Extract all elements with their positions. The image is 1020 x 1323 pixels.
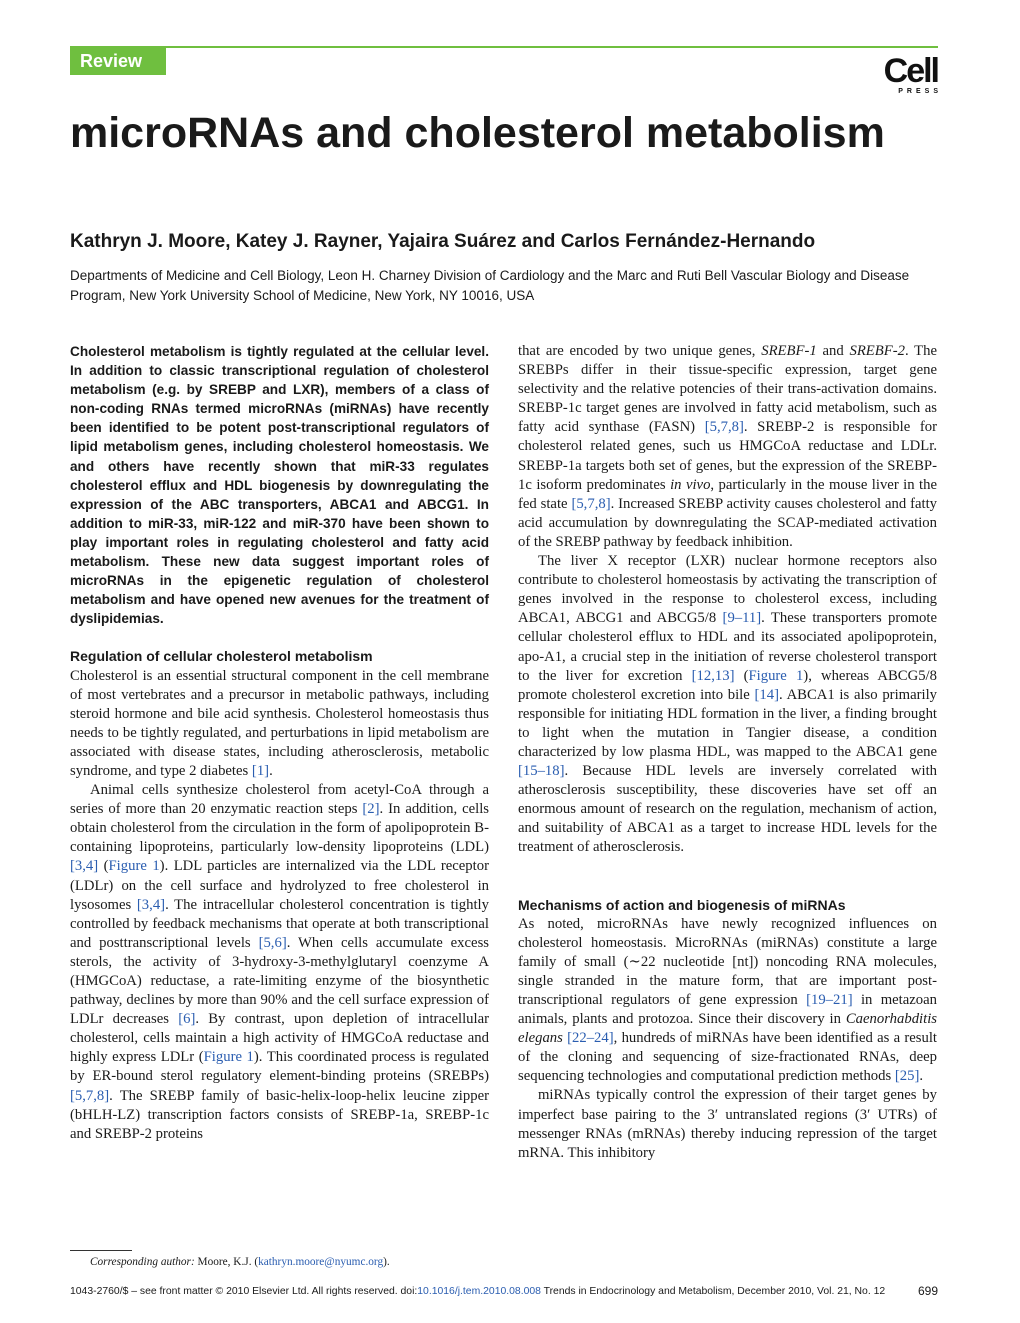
citation-link[interactable]: [2] [362, 801, 380, 818]
article-title: microRNAs and cholesterol metabolism [70, 109, 885, 157]
figure-link[interactable]: Figure 1 [748, 667, 804, 684]
citation-link[interactable]: [3,4] [70, 858, 99, 875]
figure-link[interactable]: Figure 1 [108, 858, 160, 875]
email-link[interactable]: kathryn.moore@nyumc.org [258, 1256, 384, 1268]
abstract: Cholesterol metabolism is tightly regulated at the cellular level. In addition to classic transcriptional regulation of cholesterol metabolism (e.g. by SREBP and LXR), members of a class of non-coding RNAs termed microRNAs (miRNAs) have recently been identified to be potent post-transcriptional regulators of lipid metabolism genes, including cholesterol homeostasis. We and others have recently shown that miR-33 regulates cholesterol efflux and HDL biogenesis by downregulating the expression of the ABC transporters, ABCA1 and ABCG1. In addition to miR-33, miR-122 and miR-370 have been shown to play important roles in regulating cholesterol and fatty acid metabolism. These new data suggest important roles of microRNAs in the epigenetic regulation of cholesterol metabolism and have opened new avenues for the treatment of dyslipidemias. [70, 344, 489, 627]
paragraph: Animal cells synthesize cholesterol from acetyl-CoA through a series of more than 20 enzymatic reaction steps [2]. In addition, cells obtain cholesterol from the circulation in the form of apolipoprotein B-containing lipoproteins, particularly low-density lipoproteins (LDL) [3,4] (Figure 1). LDL particles are internalized via the LDL receptor (LDLr) on the cell surface and hydrolyzed to free cholesterol in lysosomes [3,4]. The intracellular cholesterol concentration is tightly controlled by feedback mechanisms that operate at both transcriptional and posttranscriptional levels [5,6]. When cells accumulate excess sterols, the activity of 3-hydroxy-3-methylglutaryl coenzyme A (HMGCoA) reductase, a rate-limiting enzyme of the biosynthetic pathway, declines by more than 90% and the cell surface expression of LDLr decreases [6]. By contrast, upon depletion of intracellular cholesterol, cells maintain a high activity of HMGCoA reductase and highly express LDLr (Figure 1). This coordinated process is regulated by ER-bound sterol regulatory element-binding proteins (SREBPs) [5,7,8]. The SREBP family of basic-helix-loop-helix leucine zipper (bHLH-LZ) transcription factors consists of SREBP-1a, SREBP-1c and SREBP-2 proteins [70, 782, 489, 1142]
paragraph: that are encoded by two unique genes, SREBF-1 and SREBF-2. The SREBPs differ in their tissue-specific expression, target gene selectivity and the relative potencies of their trans-activation domains. SREBP-1c target genes are involved in fatty acid metabolism, such as fatty acid synthase (FASN) [5,7,8]. SREBP-2 is responsible for cholesterol related genes, such us HMGCoA reductase and LDLr. SREBP-1a targets both set of genes, but the expression of the SREBP-1c isoform predominates in vivo, particularly in the mouse liver in the fed state [5,7,8]. Increased SREBP activity causes cholesterol and fatty acid accumulation by downregulating the SCAP-mediated activation of the SREBP pathway by feedback inhibition. [518, 343, 937, 550]
citation-link[interactable]: [5,7,8] [704, 419, 744, 436]
footnote-rule [70, 1250, 132, 1251]
citation-link[interactable]: [5,7,8] [70, 1087, 110, 1104]
affiliation: Departments of Medicine and Cell Biology, Leon H. Charney Division of Cardiology and the Marc and Ruti Bell Vascular Biology and Disease Program, New York University School of Medicine, New York, NY 10016, USA [70, 268, 910, 303]
citation-link[interactable]: [19–21] [806, 992, 853, 1008]
header-rule [70, 46, 938, 48]
citation-link[interactable]: [15–18] [518, 763, 565, 780]
citation-link[interactable]: [12,13] [691, 667, 735, 684]
section-heading-regulation: Regulation of cellular cholesterol metabolism [70, 648, 373, 665]
citation-link[interactable]: [5,6] [258, 934, 287, 951]
citation-link[interactable]: [9–11] [722, 610, 762, 627]
article-type-badge: Review [70, 48, 166, 75]
author-list: Kathryn J. Moore, Katey J. Rayner, Yajaira Suárez and Carlos Fernández-Hernando [70, 231, 816, 252]
paragraph: As noted, microRNAs have newly recognized influences on cholesterol homeostasis. MicroRNAs (miRNAs) constitute a large family of small (∼22 nucleotide [nt]) noncoding RNA molecules, single stranded in the mature form, that are important post-transcriptional regulators of gene expression [19–21] in metazoan animals, plants and protozoa. Since their discovery in Caenorhabditis elegans [22–24], hundreds of miRNAs have been identified as a result of the cloning and sequencing of size-fractionated RNAs, deep sequencing technologies and computational prediction methods [25]. [518, 915, 937, 1085]
citation-link[interactable]: [3,4] [136, 896, 166, 913]
logo-word: Cell [883, 52, 938, 90]
citation-link[interactable]: [25] [894, 1068, 920, 1085]
right-column [518, 342, 937, 1163]
page-number: 699 [917, 1284, 938, 1298]
doi-link[interactable]: 10.1016/j.tem.2010.08.008 [417, 1286, 541, 1297]
citation-link[interactable]: [22–24] [567, 1030, 614, 1047]
citation-link[interactable]: [6] [178, 1011, 196, 1028]
corresponding-author-footnote: Corresponding author: Moore, K.J. (kathryn.moore@nyumc.org). [90, 1256, 390, 1268]
citation-link[interactable]: [1] [251, 762, 270, 779]
logo-sub: PRESS [898, 88, 942, 95]
citation-link[interactable]: [14] [754, 686, 779, 703]
paragraph: miRNAs typically control the expression of their target genes by imperfect base pairing to the 3′ untranslated regions (3′ UTRs) of messenger RNAs (mRNAs) thereby inducing repression of the target mRNA. This inhibitory [518, 1087, 937, 1161]
paragraph: Cholesterol is an essential structural component in the cell membrane of most vertebrates and a precursor in metabolic pathways, including steroid hormone and bile acid synthesis. Cholesterol homeostasis thus needs to be tightly regulated, and perturbations in lipid metabolism are associated with disease states, including atherosclerosis, metabolic syndrome, and type 2 diabetes [1]. [70, 667, 489, 779]
paragraph: The liver X receptor (LXR) nuclear hormone receptors also contribute to cholesterol homeostasis by activating the transcription of genes involved in the response to cholesterol excess, including ABCA1, ABCG1 and ABCG5/8 [9–11]. These transporters promote cellular cholesterol efflux to HDL and its associated apolipoprotein, apo-A1, a crucial step in the initiation of reverse cholesterol transport to the liver for excretion [12,13] (Figure 1), whereas ABCG5/8 promote cholesterol excretion into bile [14]. ABCA1 is also primarily responsible for initiating HDL formation in the liver, a finding brought to light when the mutation in Tangier disease, a condition characterized by low plasma HDL, was mapped to the ABCA1 gene [15–18]. Because HDL levels are inversely correlated with atherosclerosis susceptibility, these discoveries have set off an enormous amount of research on the regulation, mechanism of action, and suitability of ABCA1 as a target to increase HDL levels for the treatment of atherosclerosis. [518, 553, 937, 856]
citation-link[interactable]: [5,7,8] [571, 495, 611, 512]
figure-link[interactable]: Figure 1 [203, 1049, 254, 1066]
cell-press-logo [876, 52, 942, 96]
section-heading-mirna: Mechanisms of action and biogenesis of miRNAs [518, 896, 846, 913]
left-column [70, 342, 489, 1144]
